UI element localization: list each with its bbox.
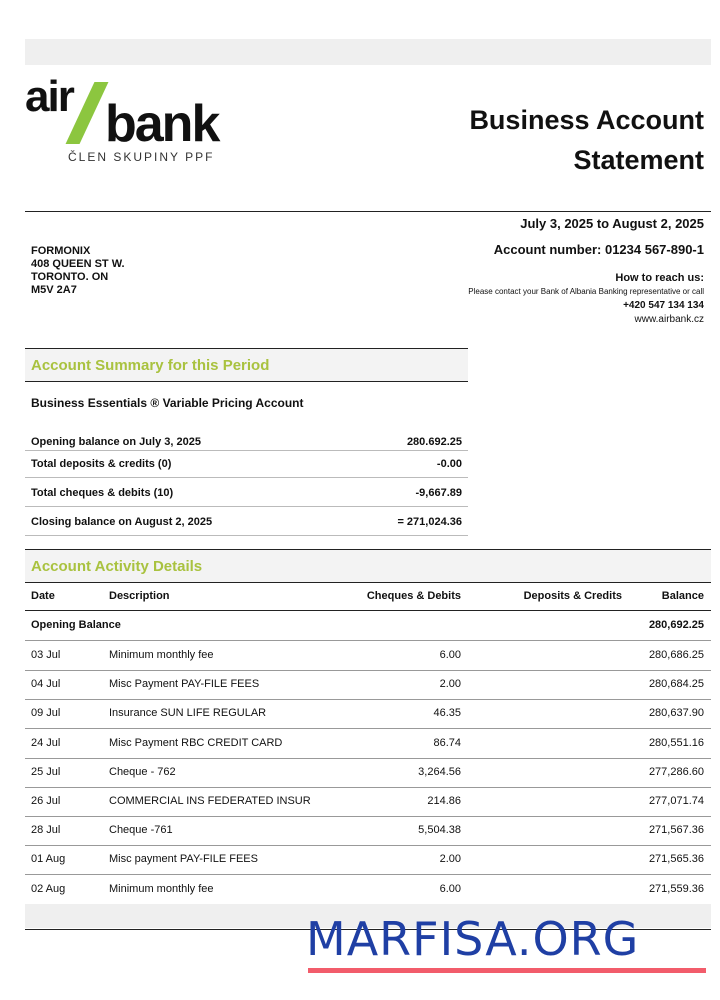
row-debit: 86.74 <box>433 737 461 749</box>
row-balance: 280,686.25 <box>648 649 704 661</box>
row-description: Insurance SUN LIFE REGULAR <box>109 707 267 719</box>
row-debit: 3,264.56 <box>418 766 461 778</box>
account-summary-header <box>25 348 468 382</box>
row-divider <box>25 640 711 641</box>
contact-website: www.airbank.cz <box>634 314 704 325</box>
row-description: Minimum monthly fee <box>109 649 214 661</box>
customer-street: 408 QUEEN ST W. <box>31 258 125 270</box>
customer-city: TORONTO. ON <box>31 271 109 283</box>
summary-divider <box>25 535 468 536</box>
row-date: 03 Jul <box>31 649 61 661</box>
watermark-text: MARFISA.ORG <box>306 912 640 966</box>
header-divider <box>25 211 711 212</box>
summary-divider <box>25 477 468 478</box>
table-row <box>25 678 711 707</box>
row-balance: 280,551.16 <box>648 737 704 749</box>
row-debit: 6.00 <box>439 883 461 895</box>
logo-bank-text: bank <box>105 95 219 153</box>
account-activity-heading: Account Activity Details <box>31 558 203 575</box>
customer-address <box>31 245 125 297</box>
row-debit: 2.00 <box>439 853 461 865</box>
summary-value: -0.00 <box>436 458 462 470</box>
column-header-debits: Cheques & Debits <box>366 590 461 602</box>
row-description: Cheque -761 <box>109 824 173 836</box>
row-balance: 280,637.90 <box>648 707 704 719</box>
table-row <box>25 766 711 795</box>
row-divider <box>25 758 711 759</box>
opening-balance-label: Opening Balance <box>31 619 121 631</box>
statement-title-line2: Statement <box>573 145 704 175</box>
row-debit: 2.00 <box>439 678 461 690</box>
row-balance: 271,567.36 <box>648 824 704 836</box>
column-header-description: Description <box>109 590 170 602</box>
row-divider <box>25 816 711 817</box>
table-row <box>25 649 711 678</box>
row-date: 01 Aug <box>31 853 66 865</box>
row-balance: 277,071.74 <box>648 795 704 807</box>
row-description: Misc payment PAY-FILE FEES <box>109 853 258 865</box>
statement-title <box>404 100 704 180</box>
row-divider <box>25 787 711 788</box>
row-divider <box>25 728 711 729</box>
row-description: Minimum monthly fee <box>109 883 214 895</box>
row-debit: 214.86 <box>427 795 461 807</box>
row-debit: 6.00 <box>439 649 461 661</box>
row-date: 09 Jul <box>31 707 61 719</box>
summary-value: 280.692.25 <box>406 436 462 448</box>
summary-label: Opening balance on July 3, 2025 <box>31 436 201 448</box>
row-balance: 280,684.25 <box>648 678 704 690</box>
row-balance: 271,559.36 <box>648 883 704 895</box>
row-date: 28 Jul <box>31 824 61 836</box>
statement-period: July 3, 2025 to August 2, 2025 <box>520 216 704 231</box>
account-activity-header <box>25 549 711 582</box>
contact-phone: +420 547 134 134 <box>623 300 704 311</box>
row-divider <box>25 699 711 700</box>
row-divider <box>25 670 711 671</box>
table-row <box>25 737 711 766</box>
column-header-balance: Balance <box>661 590 704 602</box>
summary-label: Total cheques & debits (10) <box>31 487 174 499</box>
contact-note: Please contact your Bank of Albania Banking representative or call <box>468 287 704 296</box>
row-description: Cheque - 762 <box>109 766 176 778</box>
statement-title-line1: Business Account <box>469 105 704 135</box>
column-header-credits: Deposits & Credits <box>523 590 622 602</box>
table-row <box>25 824 711 853</box>
top-header-band <box>25 39 711 65</box>
row-divider <box>25 845 711 846</box>
row-description: Misc Payment PAY-FILE FEES <box>109 678 260 690</box>
summary-label: Total deposits & credits (0) <box>31 458 172 470</box>
table-row <box>25 853 711 882</box>
account-type: Business Essentials ® Variable Pricing Account <box>31 396 304 410</box>
table-header-rule <box>25 610 711 611</box>
summary-value: = 271,024.36 <box>397 516 462 528</box>
table-row <box>25 707 711 736</box>
row-description: COMMERCIAL INS FEDERATED INSUR <box>109 795 311 807</box>
logo-air-text: air <box>25 72 73 121</box>
row-date: 04 Jul <box>31 678 61 690</box>
contact-title: How to reach us: <box>615 272 704 284</box>
row-debit: 46.35 <box>433 707 461 719</box>
row-balance: 271,565.36 <box>648 853 704 865</box>
customer-name: FORMONIX <box>31 245 91 257</box>
row-date: 26 Jul <box>31 795 61 807</box>
bank-logo <box>25 72 245 172</box>
table-row <box>25 795 711 824</box>
row-date: 25 Jul <box>31 766 61 778</box>
summary-divider <box>25 450 468 451</box>
row-date: 24 Jul <box>31 737 61 749</box>
account-summary-heading: Account Summary for this Period <box>31 357 270 374</box>
column-header-date: Date <box>31 590 55 602</box>
row-date: 02 Aug <box>31 883 66 895</box>
customer-postal: M5V 2A7 <box>31 284 77 296</box>
summary-label: Closing balance on August 2, 2025 <box>31 516 213 528</box>
opening-balance-value: 280,692.25 <box>648 619 704 631</box>
table-top-rule <box>25 582 711 583</box>
logo-tagline: ČLEN SKUPINY PPF <box>68 150 215 164</box>
row-balance: 277,286.60 <box>648 766 704 778</box>
row-description: Misc Payment RBC CREDIT CARD <box>109 737 283 749</box>
account-number: Account number: 01234 567-890-1 <box>493 242 704 257</box>
summary-value: -9,667.89 <box>415 487 462 499</box>
opening-balance-row <box>25 619 711 648</box>
row-debit: 5,504.38 <box>418 824 461 836</box>
row-divider <box>25 874 711 875</box>
watermark-underline <box>308 968 706 973</box>
summary-divider <box>25 506 468 507</box>
